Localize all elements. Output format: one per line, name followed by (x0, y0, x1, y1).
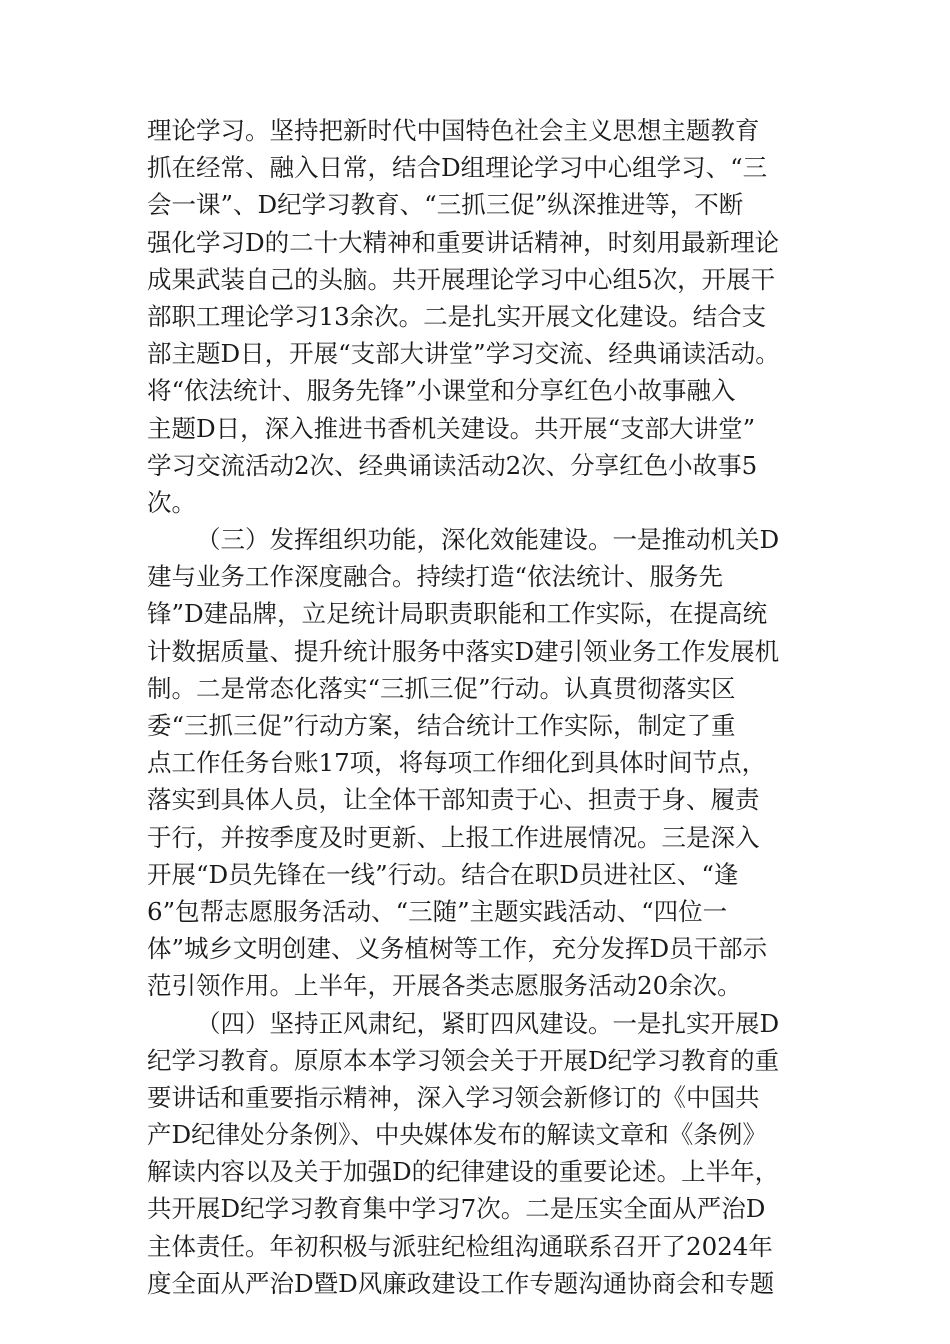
body-text-line: 6”包帮志愿服务活动、“三随”主题实践活动、“四位一 (147, 896, 728, 926)
body-text-line: 部主题D日，开展“支部大讲堂”学习交流、经典诵读活动。 (147, 339, 780, 369)
body-text-line: 计数据质量、提升统计服务中落实D建引领业务工作发展机 (147, 636, 780, 666)
body-text-line: 范引领作用。上半年，开展各类志愿服务活动20余次。 (147, 971, 742, 1001)
body-text-line: 理论学习。坚持把新时代中国特色社会主义思想主题教育 (147, 116, 760, 145)
body-text-line: 落实到具体人员，让全体干部知责于心、担责于身、履责 (147, 785, 760, 815)
body-text-line: 次。 (147, 487, 196, 517)
body-text-line: 成果武装自己的头脑。共开展理论学习中心组5次，开展干 (147, 264, 776, 294)
body-text-line: 点工作任务台账17项，将每项工作细化到具体时间节点， (147, 748, 767, 778)
body-text-line: 建与业务工作深度融合。持续打造“依法统计、服务先 (147, 562, 724, 592)
body-text-line: 主体责任。年初积极与派驻纪检组沟通联系召开了2024年 (147, 1231, 773, 1261)
body-text-line: 产D纪律处分条例》、中央媒体发布的解读文章和《条例》 (147, 1120, 767, 1150)
section-heading-line: （四）坚持正风肃纪，紧盯四风建设。一是扎实开展D (196, 1008, 780, 1038)
body-text-line: 要讲话和重要指示精神，深入学习领会新修订的《中国共 (147, 1082, 760, 1112)
body-text-line: 强化学习D的二十大精神和重要讲话精神，时刻用最新理论 (147, 227, 780, 257)
body-text-line: 制。二是常态化落实“三抓三促”行动。认真贯彻落实区 (147, 673, 736, 703)
body-text-line: 于行，并按季度及时更新、上报工作进展情况。三是深入 (147, 822, 760, 852)
body-text-line: 抓在经常、融入日常，结合D组理论学习中心组学习、“三 (147, 153, 768, 183)
body-text-line: 部职工理论学习13余次。二是扎实开展文化建设。结合支 (147, 301, 767, 331)
body-text-line: 学习交流活动2次、经典诵读活动2次、分享红色小故事5 (147, 450, 758, 480)
body-text-line: 解读内容以及关于加强D的纪律建设的重要论述。上半年， (147, 1157, 780, 1187)
body-text-line: 将“依法统计、服务先锋”小课堂和分享红色小故事融入 (147, 376, 736, 406)
body-text-line: 委“三抓三促”行动方案，结合统计工作实际，制定了重 (147, 711, 736, 740)
body-text-line: 会一课”、D纪学习教育、“三抓三促”纵深推进等，不断 (147, 190, 744, 220)
body-text-line: 体”城乡文明创建、义务植树等工作，充分发挥D员干部示 (147, 934, 768, 964)
body-text-line: 开展“D员先锋在一线”行动。结合在职D员进社区、“逢 (147, 859, 739, 889)
body-text-line: 共开展D纪学习教育集中学习7次。二是压实全面从严治D (147, 1194, 766, 1224)
body-text (147, 112, 807, 1302)
body-text-line: 纪学习教育。原原本本学习领会关于开展D纪学习教育的重 (147, 1045, 780, 1075)
body-text-line: 度全面从严治D暨D风廉政建设工作专题沟通协商会和专题 (147, 1268, 775, 1298)
body-text-line: 主题D日，深入推进书香机关建设。共开展“支部大讲堂” (147, 413, 756, 443)
section-heading-line: （三）发挥组织功能，深化效能建设。一是推动机关D (196, 525, 780, 555)
body-text-line: 锋”D建品牌，立足统计局职责职能和工作实际，在提高统 (147, 599, 768, 629)
